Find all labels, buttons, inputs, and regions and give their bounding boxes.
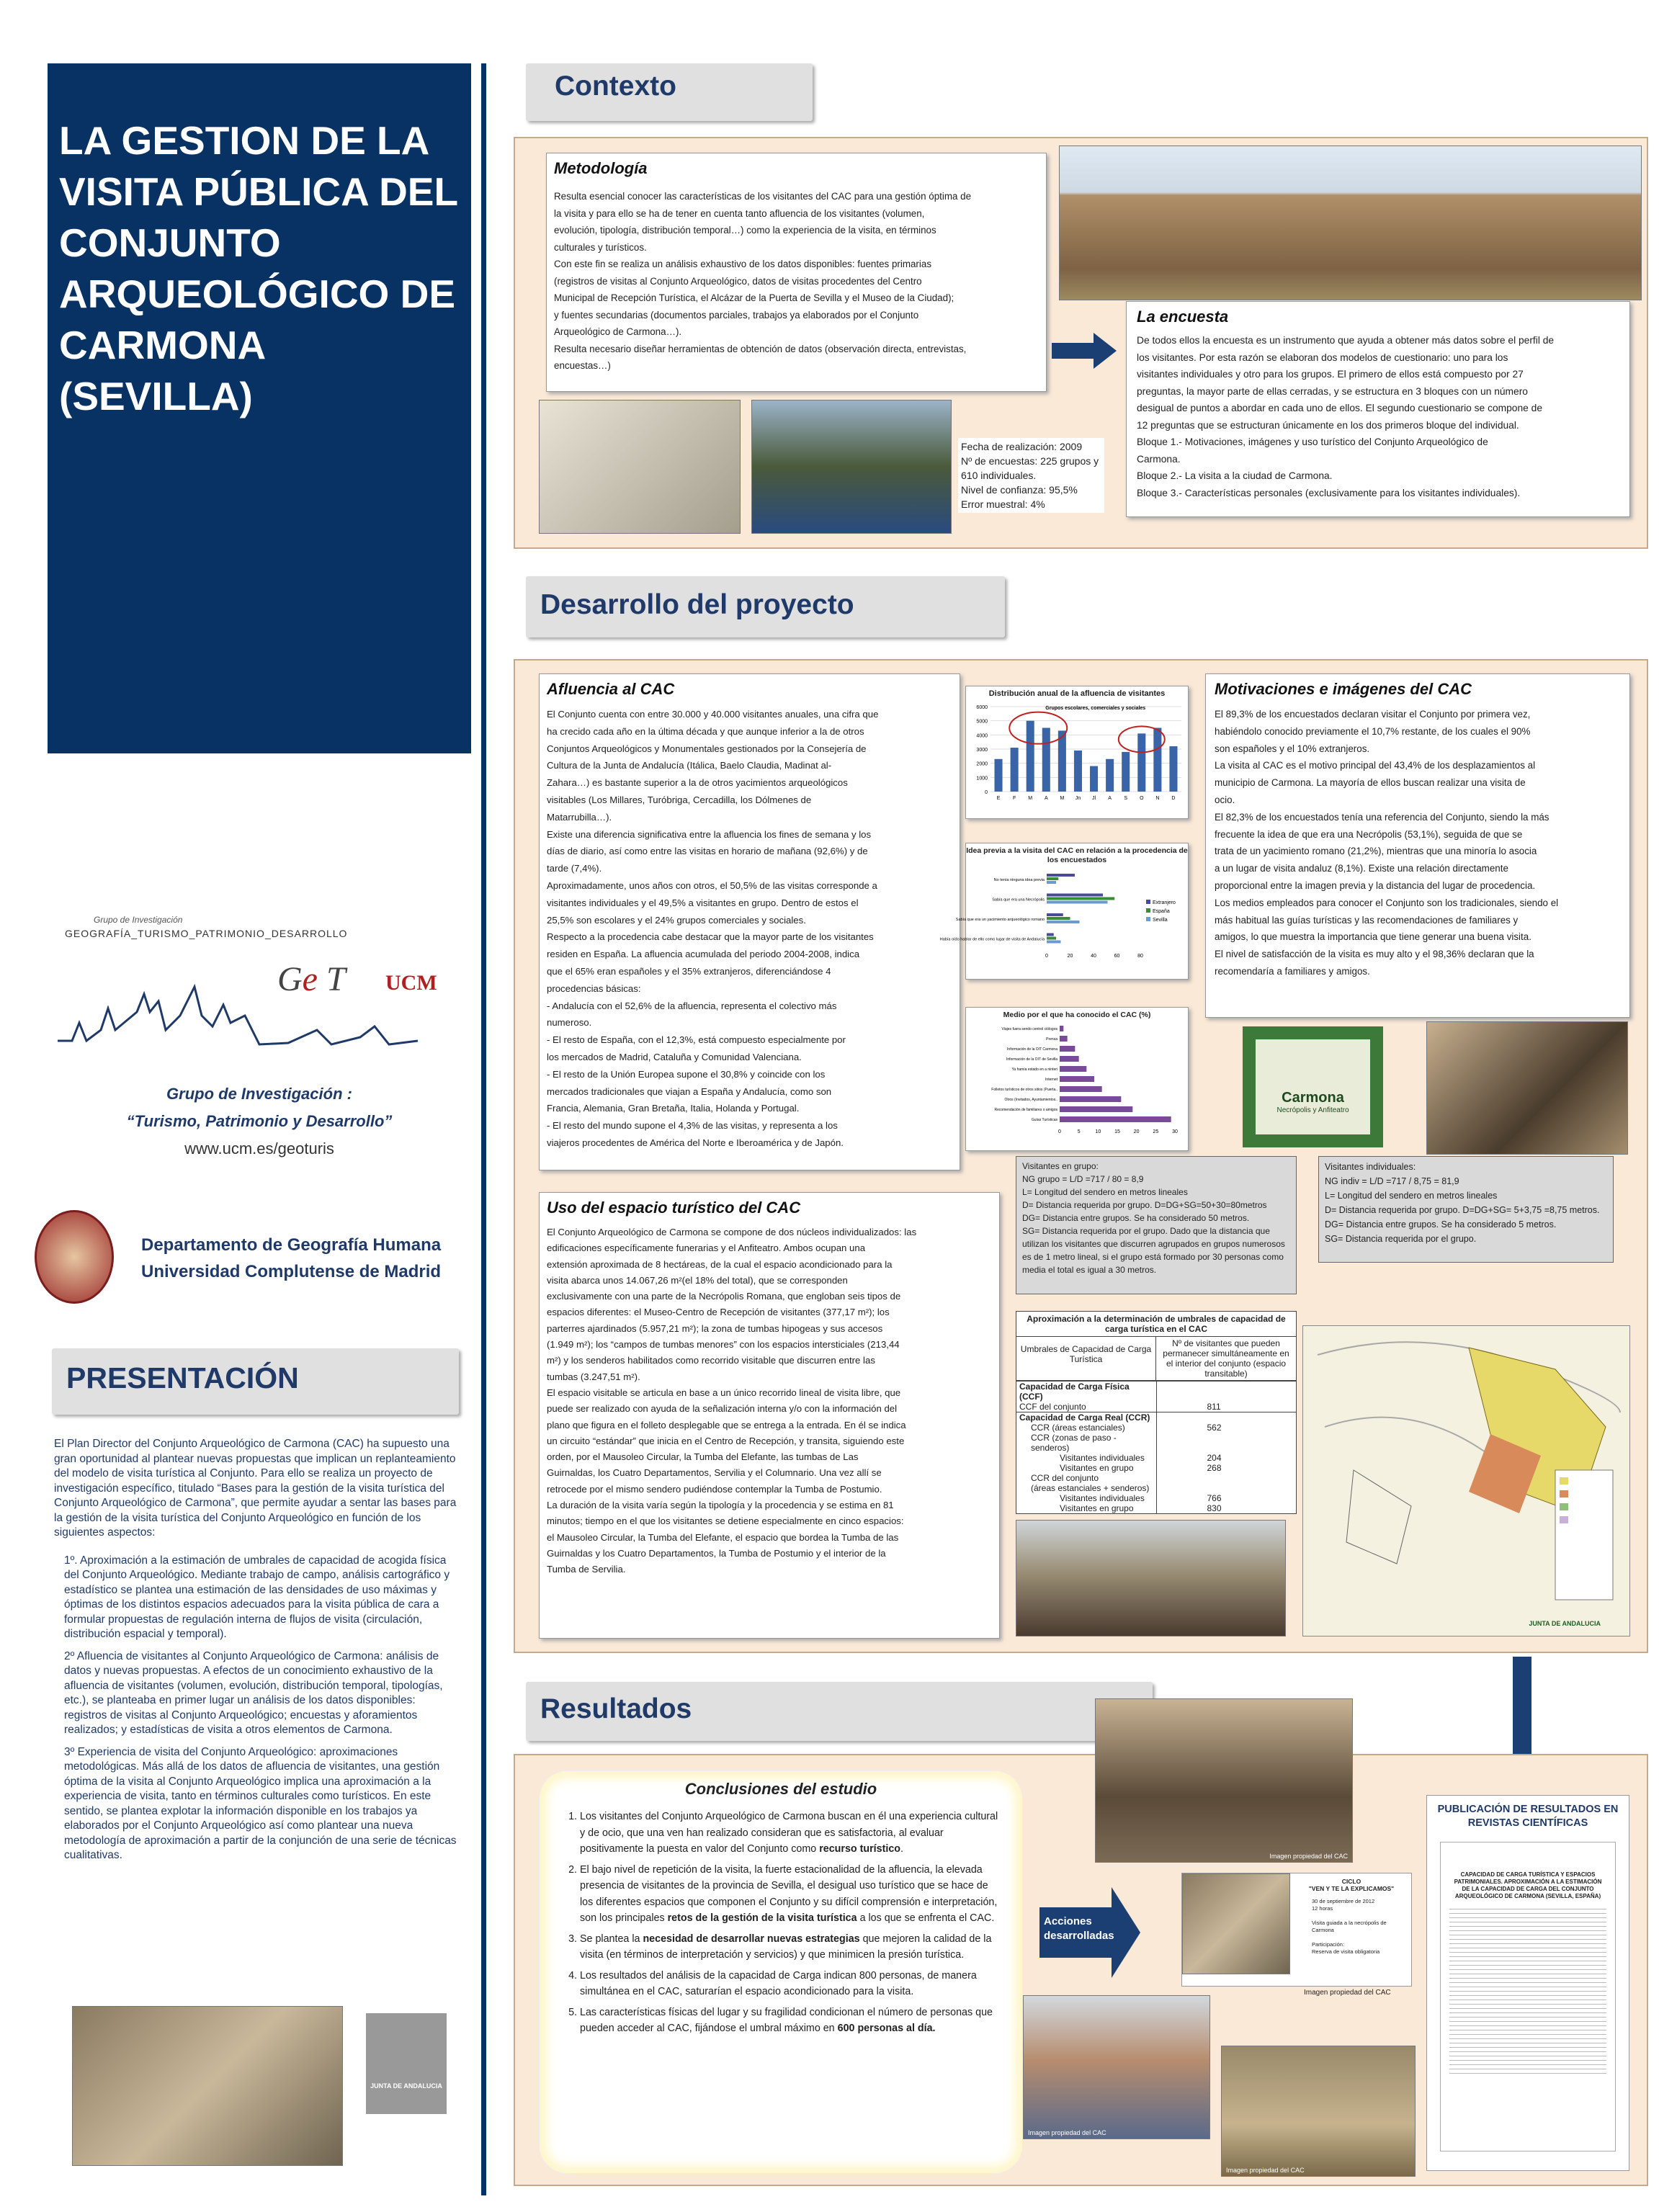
contexto-title: Contexto <box>555 71 676 102</box>
y-tick-label: Guías Turísticas <box>1031 1118 1057 1122</box>
bar <box>1106 759 1114 792</box>
result-photo-4 <box>1221 2046 1416 2177</box>
tabla-row <box>1016 1412 1296 1423</box>
bar <box>1011 748 1019 792</box>
tabla-cell-value: 562 <box>1207 1423 1222 1433</box>
encuesta-card <box>1126 301 1630 517</box>
x-tick-label: 30 <box>1172 1129 1178 1134</box>
presentacion-point-3: 3º Experiencia de visita del Conjunto Arqueológico: aproximaciones metodológicas. Más allá de los datos de afluencia de visitantes, una gestión óptima de la visita al Conjunto Arqueológico implica una aproximación a la experiencia de visita, tanto en términos culturales como turísticos. En este sentido, se plantea explotar la información disponible en los trabajos ya elaborados por el Conjunto Arqueológico así como plantear una nueva metodología de aproximación a partir de la conjunción de una serie de técnicas cualitativas. <box>64 1745 457 1861</box>
bar <box>1042 728 1050 792</box>
x-tick-label: S <box>1124 796 1128 801</box>
afluencia-title: Afluencia al CAC <box>547 680 675 698</box>
metodologia-text: Resulta esencial conocer las características de los visitantes del CAC para una gestión óptima de la visita y para ello se ha de tener en cuenta tanto afluencia de los visitantes (volumen, evolución, tipología, distribución temporal…) como la experiencia de la visita, en términos culturales y turísticos. Con este fin se realiza un análisis exhaustivo de los datos disponibles: fuentes primarias (registros de visitas al Conjunto Arqueológico, datos de visitas procedentes del Centro Municipal de Recepción Turística, el Alcázar de la Puerta de Sevilla y el Museo de la Ciudad); y fuentes secundarias (documentos parciales, trabajos ya elaborados por el Conjunto Arqueológico de Carmona…). Resulta necesario diseñar herramientas de obtención de datos (observación directa, entrevistas, encuestas…) <box>554 191 972 371</box>
result-photo-4-caption: Imagen propiedad del CAC <box>1226 2167 1305 2174</box>
tabla-cell-label: CCR (zonas de paso - senderos) <box>1016 1433 1156 1453</box>
legend-swatch <box>1146 908 1150 913</box>
group-url[interactable]: www.ucm.es/geoturis <box>184 1139 334 1158</box>
bar <box>1047 881 1056 884</box>
bar <box>1060 1116 1171 1122</box>
x-tick-label: 0 <box>1045 954 1048 959</box>
article-page <box>1440 1842 1616 2151</box>
y-tick-label: Prensa <box>1046 1037 1057 1042</box>
y-tick-label: Viajes fuera sendo centrol ciólogos <box>1001 1027 1057 1031</box>
bar <box>1060 1106 1132 1112</box>
x-tick-label: Jn <box>1075 796 1081 801</box>
y-tick-label: Información de la OIT Carmona <box>1007 1047 1057 1052</box>
metodologia-title: Metodología <box>554 159 648 177</box>
y-tick-label: 2000 <box>976 761 988 767</box>
bar <box>1047 894 1103 897</box>
article-title: CAPACIDAD DE CARGA TURÍSTICA Y ESPACIOS PATRIMONIALES. APROXIMACIÓN A LA ESTIMACIÓN DE LA CAPACIDAD DE CARGA DEL CONJUNTO ARQUEOLÓGICO DE CARMONA (SEVILLA, ESPAÑA) <box>1454 1871 1602 1899</box>
x-tick-label: M <box>1060 796 1065 801</box>
chart1-note: Grupos escolares, comerciales y sociales <box>1045 706 1146 711</box>
tabla-row <box>1016 1423 1296 1433</box>
dept-line2: Universidad Complutense de Madrid <box>141 1262 442 1281</box>
capacidad-table <box>1016 1311 1297 1514</box>
bar <box>1047 897 1114 900</box>
tabla-cell-value <box>1156 1412 1296 1423</box>
tabla-cell-value <box>1156 1473 1296 1483</box>
conclusion-item: 4. Los resultados del análisis de la capacidad de Carga indican 800 personas, de manera simultánea en el CAC, saturarían el espacio acondicionado para la visita. <box>580 1968 1002 2000</box>
conclusiones-title: Conclusiones del estudio <box>684 1780 877 1798</box>
tabla-cell-value: 268 <box>1207 1463 1222 1473</box>
chart1-svg <box>966 698 1189 817</box>
conclusion-item: 2. El bajo nivel de repetición de la visita, la fuerte estacionalidad de la afluencia, la elevada presencia de visitantes de la provincia de Sevilla, el desigual uso turístico que se hace de los diferentes espacios que componen el Conjunto y su difícil comprensión e interpretación, son los principales retos de la gestión de la visita turística a los que se enfrenta el CAC. <box>580 1862 1002 1927</box>
group-visit-photo <box>1016 1520 1286 1636</box>
students-photo <box>751 400 952 534</box>
y-tick-label: Había oído hablar de ello como lugar de visita de Andalucía <box>939 937 1045 942</box>
conclusiones-list <box>560 1809 1002 2037</box>
junta-logo-text: JUNTA DE ANDALUCIA <box>370 2082 442 2090</box>
y-tick-label: 1000 <box>976 776 988 782</box>
excavation-photo <box>1426 1021 1628 1155</box>
tabla-row <box>1016 1463 1296 1473</box>
logo-brand: UCM <box>385 971 437 995</box>
title-panel <box>48 63 471 753</box>
contexto-header <box>526 63 813 121</box>
y-tick-label: Folletos turísticos de otros sitios (Puerta.. <box>991 1088 1057 1092</box>
tabla-cell-value <box>1156 1433 1296 1453</box>
resultados-header <box>526 1682 1153 1741</box>
geoturis-logo <box>58 915 461 1073</box>
bar <box>1122 752 1130 792</box>
chart-medio <box>965 1007 1189 1151</box>
bar <box>1047 921 1080 923</box>
bar <box>1153 728 1161 792</box>
panorama-photo <box>1059 145 1642 300</box>
ciclo-photo <box>1182 1873 1290 1974</box>
bar <box>1074 751 1082 792</box>
x-tick-label: 15 <box>1114 1129 1120 1134</box>
tabla-cell-label: Visitantes en grupo <box>1016 1503 1156 1513</box>
ciclo-text: 30 de septiembre de 2012 12 horas Visita guiada a la necrópolis de Carmona Participación: Reserva de visita obligatoria <box>1312 1898 1387 1955</box>
tabla-title: Aproximación a la determinación de umbrales de capacidad de carga turística en el CAC <box>1016 1312 1296 1337</box>
x-tick-label: O <box>1140 796 1144 801</box>
legend-swatch <box>1146 917 1150 921</box>
junta-logo <box>366 2013 447 2114</box>
legend-label: Sevilla <box>1153 918 1168 923</box>
tabla-cell-label: CCF del conjunto <box>1016 1402 1156 1412</box>
carmona-sign-photo <box>1243 1026 1383 1147</box>
bar <box>1137 733 1145 792</box>
y-tick-label: 4000 <box>976 733 988 739</box>
tabla-cell-label: (áreas estanciales + senderos) <box>1016 1483 1156 1493</box>
presentacion-body <box>54 1437 461 1871</box>
chart-idea-previa <box>939 843 1189 980</box>
visitantes-individuales-box: Visitantes individuales: NG indiv = L/D =717 / 8,75 = 81,9 L= Longitud del sendero en metros lineales D= Distancia requerida por grupo. D=DG+SG= 5+3,75 =8,75 metros. DG= Distancia entre grupos. Se ha considerado 5 metros. SG= Distancia requerida por el grupo. <box>1318 1156 1614 1263</box>
uso-text: El Conjunto Arqueológico de Carmona se compone de dos núcleos individualizados: las edificaciones específicamente funerarias y el Anfiteatro. Ambos ocupan una extensión aproximada de 8 hectáreas, de la cual el espacio acondicionado para la visita abarca unos 14.067,26 m²(el 18% del total), que se corresponden exclusivamente con una parte de la Necrópolis Romana, que engloban seis tipos de espacios diferentes: el Museo-Centro de Recepción de visitantes (377,17 m²); los parterres ajardinados (5.957,21 m²); la zona de tumbas hipogeas y sus accesos (1.949 m²); los “campos de tumbas menores” con los espacios intersticiales (213,44 m²) y los senderos habilitados como recorrido visitable que discurren entre las tumbas (3.247,51 m²). El espacio visitable se articula en base a un único recorrido lineal de visita libre, que puede ser realizado con ayuda de la señalización interna y/o con la información del plano que figura en el folleto desplegable que se entrega a la entrada. En él se indica un circuito “estándar” que inicia en el Centro de Recepción, y transita, siguiendo este orden, por el Mausoleo Circular, la Tumba del Elefante, las tumbas de Las Guirnaldas, los Cuatro Departamentos, Servilia y el Columnario. Una vez allí se retrocede por el mismo sendero pudiéndose contemplar la Tumba de Postumio. La duración de la visita varía según la tipología y la procedencia y se estima en 81 minutos; tiempo en el que los visitantes se detiene especialmente en cinco espacios: el Mausoleo Circular, la Tumba del Elefante, el espacio que bordea la Tumba de las Guirnaldas y los Cuatro Departamentos, la Tumba de Postumio y el interior de la Tumba de Servilia. <box>547 1227 917 1575</box>
bar <box>1047 913 1063 916</box>
motivaciones-title: Motivaciones e imágenes del CAC <box>1215 680 1472 698</box>
ciclo-flyer <box>1181 1873 1412 1987</box>
encuesta-text: De todos ellos la encuesta es un instrumento que ayuda a obtener más datos sobre el perfil de los visitantes. Por esta razón se elaboran dos modelos de cuestionario: uno para los visitantes individuales y otro para los grupos. El primero de ellos está compuesto por 27 preguntas, la mayor parte de ellas cerradas, y se estructura en 3 bloques con un número desigual de puntos a abordar en cada uno de ellos. El segundo cuestionario se compone de 12 preguntas que se estructuran únicamente en los dos primeros bloque del individual. Bloque 1.- Motivaciones, imágenes y uso turístico del Conjunto Arqueológico de Carmona. Bloque 2.- La visita a la ciudad de Carmona. Bloque 3.- Características personales (exclusivamente para los visitantes individuales). <box>1137 335 1555 498</box>
uso-card <box>539 1192 1000 1639</box>
resultados-title: Resultados <box>540 1693 692 1724</box>
x-tick-label: A <box>1044 796 1048 801</box>
metodologia-card <box>546 153 1047 392</box>
tabla-cell-value: 766 <box>1207 1493 1222 1503</box>
ruins-photo <box>72 2006 343 2166</box>
tabla-row <box>1016 1453 1296 1463</box>
x-tick-label: A <box>1108 796 1112 801</box>
tabla-row <box>1016 1473 1296 1483</box>
bar <box>1060 1066 1086 1072</box>
bar <box>1058 730 1066 792</box>
presentacion-title: PRESENTACIÓN <box>66 1361 299 1394</box>
bar <box>1047 917 1070 920</box>
tabla-cell-value: 830 <box>1207 1503 1222 1513</box>
bar <box>1047 874 1075 877</box>
column-divider <box>481 63 486 2195</box>
tabla-cell-label: CCR del conjunto <box>1016 1473 1156 1483</box>
desarrollo-title: Desarrollo del proyecto <box>540 589 854 620</box>
tabla-cell-label: Capacidad de Carga Real (CCR) <box>1016 1412 1156 1423</box>
bar <box>1090 766 1098 792</box>
acciones-arrow <box>1039 1887 1140 1978</box>
group-line1: Grupo de Investigación : <box>166 1085 352 1103</box>
y-tick-label: Sabía que era un yacimiento arqueológico romano <box>955 917 1045 922</box>
dept-line1: Departamento de Geografía Humana <box>141 1235 442 1255</box>
afluencia-text: El Conjunto cuenta con entre 30.000 y 40.000 visitantes anuales, una cifra que ha crecido cada año en la última década y que aunque inferior a la de otros Conjuntos Arqueológicos y Monumentales gestionados por la Consejería de Cultura de la Junta de Andalucía (Itálica, Baelo Claudia, Madinat al- Zahara…) es bastante superior a la de otros yacimientos arqueológicos visitables (Los Millares, Turóbriga, Cercadilla, los Dólmenes de Matarrubilla…). Existe una diferencia significativa entre la afluencia los fines de semana y los días de diario, así como entre las visitas en horario de mañana (92,6%) y de tarde (7,4%). Aproximadamente, unos años con otros, el 50,5% de las visitas corresponde a visitantes individuales y el 49,5% a visitantes en grupo. Dentro de estos el 25,5% son escolares y el 24% grupos comerciales y sociales. Respecto a la procedencia cabe destacar que la mayor parte de los visitantes residen en España. La afluencia acumulada del periodo 2004-2008, indica que el 65% eran españoles y el 35% extranjeros, diferenciándose 4 procedencias básicas: - Andalucía con el 52,6% de la afluencia, representa el colectivo más numeroso. - El resto de España, con el 12,3%, está compuesto especialmente por los mercados de Madrid, Cataluña y Comunidad Valenciana. - El resto de la Unión Europea supone el 30,8% y coincide con los mercados tradicionales que viajan a España y Andalucía, como son Francia, Alemania, Gran Bretaña, Italia, Holanda y Portugal. - El resto del mundo supone el 4,3% de las visitas, y representa a los viajeros procedentes de América del Norte e Iberoamérica y de Japón. <box>547 709 879 1148</box>
presentacion-intro: El Plan Director del Conjunto Arqueológico de Carmona (CAC) ha supuesto una gran oportunidad al plantear nuevas propuestas que implican un replanteamiento del modelo de visita turística al Conjunto. Para ello se realiza un proyecto de investigación específico, titulado “Bases para la gestión de la visita turística del Conjunto Arqueológico de Carmona”, que permite ayudar a sentar las bases para la gestión de la visita turística del Conjunto Arqueológico en función de los siguientes aspectos: <box>54 1438 457 1539</box>
tabla-cell-value: 204 <box>1207 1453 1222 1463</box>
y-tick-label: Recomendación de familiares o amigos <box>994 1108 1057 1112</box>
conclusion-item: 5. Las características físicas del lugar y su fragilidad condicionan el número de personas que pueden acceder al CAC, fijándose el umbral máximo en 600 personas al día. <box>580 2005 1002 2037</box>
bar <box>1060 1046 1075 1052</box>
tabla-row <box>1016 1433 1296 1453</box>
conclusiones-card <box>539 1770 1023 2174</box>
tabla-row <box>1016 1402 1296 1412</box>
x-tick-label: 10 <box>1095 1129 1101 1134</box>
ucm-crest-icon <box>35 1210 114 1304</box>
x-tick-label: 25 <box>1153 1129 1159 1134</box>
y-tick-label: 5000 <box>976 719 988 725</box>
tabla-head1: Umbrales de Capacidad de Carga Turística <box>1016 1337 1156 1380</box>
legend-label: Extranjero <box>1153 900 1176 905</box>
x-tick-label: N <box>1155 796 1160 801</box>
y-tick-label: 3000 <box>976 748 988 753</box>
skyline-icon <box>58 944 461 1073</box>
chart3-title: Medio por el que ha conocido el CAC (%) <box>1003 1011 1151 1019</box>
y-tick-label: No tenía ninguna idea previa <box>993 877 1045 882</box>
tabla-head2: Nº de visitantes que pueden permanecer simultáneamente en el interior del conjunto (espacio transitable) <box>1163 1338 1289 1379</box>
x-tick-label: 40 <box>1091 954 1096 959</box>
article-lines <box>1449 1909 1606 2074</box>
logo-subtitle: GEOGRAFÍA_TURISMO_PATRIMONIO_DESARROLLO <box>65 928 348 939</box>
legend-label: España <box>1153 909 1170 914</box>
desarrollo-header <box>526 576 1005 637</box>
tabla-cell-value <box>1156 1483 1296 1493</box>
bar <box>1047 933 1054 936</box>
result-photo-1 <box>1095 1698 1353 1863</box>
map-caption: JUNTA DE ANDALUCIA <box>1529 1620 1601 1627</box>
ciclo-title: CICLO "VEN Y TE LA EXPLICAMOS" <box>1308 1878 1395 1892</box>
tabla-body <box>1016 1381 1296 1513</box>
chart2-title: Idea previa a la visita del CAC en relación a la procedencia de los encuestados <box>966 846 1188 864</box>
acciones-label: Acciones desarrolladas <box>1044 1915 1114 1942</box>
carmona-sign-sub: Necrópolis y Anfiteatro <box>1276 1106 1349 1114</box>
logo-geo-mark: Ge T <box>277 960 346 998</box>
presentacion-header <box>52 1348 459 1415</box>
tabla-cell-label: Capacidad de Carga Física (CCF) <box>1016 1382 1156 1402</box>
group-line2: “Turismo, Patrimonio y Desarrollo” <box>126 1112 393 1130</box>
y-tick-label: Internet <box>1045 1078 1057 1082</box>
y-tick-label: Información de la OIT de Sevilla <box>1006 1057 1057 1062</box>
afluencia-card <box>539 673 960 1170</box>
carmona-sign-title: Carmona <box>1282 1090 1344 1106</box>
x-tick-label: F <box>1012 796 1016 801</box>
conclusion-item: 1. Los visitantes del Conjunto Arqueológico de Carmona buscan en él una experiencia cultural y de ocio, que una ven han realizado consideran que es satisfactoria, al evaluar positivamente la puesta en valor del Conjunto como recurso turístico. <box>580 1809 1002 1858</box>
museum-photo <box>539 400 741 534</box>
y-tick-label: Otros (Invitados, Ayuntamientos.. <box>1004 1098 1057 1102</box>
site-map <box>1302 1325 1630 1636</box>
x-tick-label: 20 <box>1067 954 1073 959</box>
publicacion-box <box>1426 1795 1629 2171</box>
conclusion-item: 3. Se plantea la necesidad de desarrollar nuevas estrategias que mejoren la calidad de la visita (en términos de interpretación y servicios) y que minimicen la presión turística. <box>580 1931 1002 1964</box>
poster-title: LA GESTION DE LA VISITA PÚBLICA DEL CONJUNTO ARQUEOLÓGICO DE CARMONA (SEVILLA) <box>59 118 458 418</box>
bar <box>1027 721 1034 792</box>
result-photo-3 <box>1023 1995 1210 2139</box>
publicacion-title: PUBLICACIÓN DE RESULTADOS EN REVISTAS CIENTÍFICAS <box>1437 1804 1619 1829</box>
bar <box>1060 1056 1079 1062</box>
x-tick-label: 60 <box>1114 954 1120 959</box>
tabla-cell-label: Visitantes individuales <box>1016 1493 1156 1503</box>
y-tick-label: 6000 <box>976 705 988 710</box>
y-tick-label: Sabía que era una Necrópolis <box>992 897 1045 903</box>
result-photo-1-caption: Imagen propiedad del CAC <box>1269 1853 1348 1860</box>
presentacion-point-1: 1º. Aproximación a la estimación de umbrales de capacidad de acogida física del Conjunto Arqueológico. Mediante trabajo de campo, análisis cartográfico y estadístico se plantea una estimación de las densidades de uso máximas y óptimas de los distintos espacios adecuados para la visita pública de cara a formular propuestas de regulación interna de flujos de visita (circulación, distribución espacial y temporal). <box>64 1554 450 1640</box>
x-tick-label: 20 <box>1133 1129 1140 1134</box>
legend-swatch <box>1146 900 1150 904</box>
tabla-row <box>1016 1483 1296 1493</box>
tabla-row <box>1016 1503 1296 1513</box>
bar <box>995 759 1003 792</box>
x-tick-label: 80 <box>1137 954 1143 959</box>
tabla-cell-label: Visitantes individuales <box>1016 1453 1156 1463</box>
bar <box>1047 941 1061 944</box>
y-tick-label: 0 <box>985 790 988 795</box>
result-photo-3-caption: Imagen propiedad del CAC <box>1028 2129 1106 2136</box>
bar <box>1060 1076 1094 1082</box>
x-tick-label: M <box>1028 796 1033 801</box>
ficha-box: Fecha de realización: 2009 Nº de encuestas: 225 grupos y 610 individuales. Nivel de confianza: 95,5% Error muestral: 4% <box>958 438 1104 513</box>
bar <box>1047 901 1108 904</box>
tabla-cell-value: 811 <box>1207 1402 1221 1412</box>
tabla-row <box>1016 1382 1296 1402</box>
bar <box>1169 746 1177 792</box>
x-tick-label: 5 <box>1077 1129 1081 1134</box>
chart-afluencia <box>965 686 1189 819</box>
group-info <box>48 1080 471 1163</box>
tabla-cell-value <box>1156 1382 1296 1402</box>
bar <box>1060 1096 1121 1102</box>
uso-title: Uso del espacio turístico del CAC <box>547 1199 801 1217</box>
chart2-svg <box>939 865 1189 980</box>
department-info <box>141 1232 441 1285</box>
y-tick-label: Ya hamía estado en a ninteri <box>1011 1067 1057 1072</box>
x-tick-label: Jl <box>1092 796 1096 801</box>
x-tick-label: 0 <box>1058 1129 1061 1134</box>
motivaciones-card <box>1205 673 1630 1018</box>
tabla-cell-label: Visitantes en grupo <box>1016 1463 1156 1473</box>
bar <box>1060 1026 1063 1031</box>
presentacion-point-2: 2º Afluencia de visitantes al Conjunto Arqueológico de Carmona: análisis de datos y nuevas propuestas. A efectos de un conocimiento exhaustivo de la afluencia de visitantes (volumen, evolución, distribución temporal, tipologías, etc.), se planteaba en primer lugar un análisis de los datos disponibles: registros de visitas al Conjunto Arqueológico; encuestas y aforamientos realizados; y estadísticas de visita a otros elementos de Carmona. <box>64 1649 443 1736</box>
chart1-title: Distribución anual de la afluencia de visitantes <box>988 689 1166 698</box>
arrow-right-icon <box>1052 333 1117 369</box>
x-tick-label: E <box>996 796 1001 801</box>
chart3-svg <box>966 1019 1189 1149</box>
bar <box>1060 1036 1068 1042</box>
encuesta-title: La encuesta <box>1137 308 1229 326</box>
ciclo-caption: Imagen propiedad del CAC <box>1304 1989 1391 1997</box>
visitantes-grupo-box: Visitantes en grupo: NG grupo = L/D =717 / 80 = 8,9 L= Longitud del sendero en metros lineales D= Distancia requerida por grupo. D=DG+SG=50+30=80metros DG= Distancia entre grupos. Se ha considerado 50 metros. SG= Distancia requerida por el grupo. Dado que la distancia que utilizan los visitantes que discurren agrupados en grupos numerosos es de 1 metro lineal, si el grupo está formado por 30 personas como media el total es igual a 30 metros. <box>1016 1156 1297 1294</box>
highlight-circle <box>1009 712 1067 744</box>
map-drawing <box>1303 1326 1631 1637</box>
x-tick-label: D <box>1171 796 1176 801</box>
motivaciones-text: El 89,3% de los encuestados declaran visitar el Conjunto por primera vez, habiéndolo conocido previamente el 10,7% restante, de los cuales el 90% son españoles y el 10% extranjeros. La visita al CAC es el motivo principal del 43,4% de los desplazamientos al municipio de Carmona. La mayoría de ellos buscan realizar una visita de ocio. El 82,3% de los encuestados tenía una referencia del Conjunto, siendo la más frecuente la idea de que era una Necrópolis (53,1%), seguida de que se trata de un yacimiento romano (21,2%), mientras que una minoría lo asocia a un lugar de visita andaluz (8,1%). Existe una relación directamente proporcional entre la imagen previa y la distancia del lugar de procedencia. Los medios empleados para conocer el Conjunto son los tradicionales, siendo el más habitual las guías turísticas y las recomendaciones de familiares y amigos, lo que muestra la importancia que tiene generar una buena visita. El nivel de satisfacción de la visita es muy alto y el 98,36% declaran que la recomendaría a familiares y amigos. <box>1215 709 1559 977</box>
tabla-row <box>1016 1493 1296 1503</box>
tabla-cell-label: CCR (áreas estanciales) <box>1016 1423 1156 1433</box>
bar <box>1060 1086 1102 1092</box>
logo-group-label: Grupo de Investigación <box>94 915 183 925</box>
bar <box>1047 877 1058 880</box>
bar <box>1047 937 1056 940</box>
